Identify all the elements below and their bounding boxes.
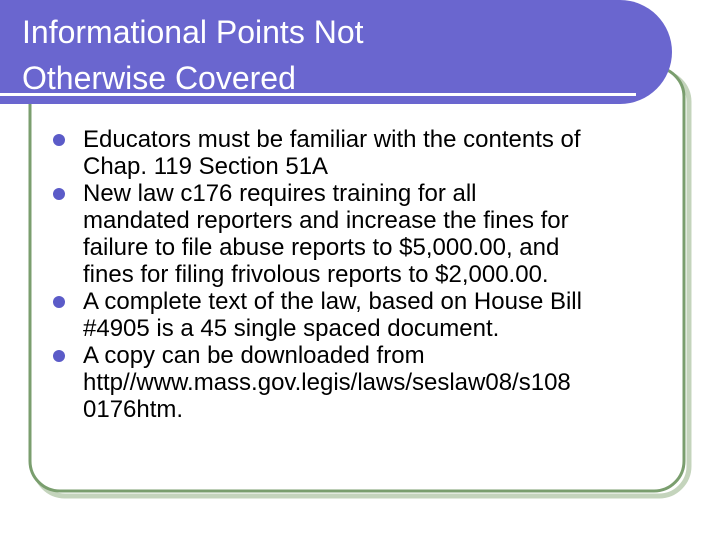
bullet-item [53,288,683,342]
bullet-icon [53,134,65,146]
bullet-text-line: Educators must be familiar with the contents of [83,126,581,153]
bullet-text-line: Chap. 119 Section 51A [83,153,329,180]
bullet-icon [53,188,65,200]
bullet-icon [53,296,65,308]
bullet-text-line: A complete text of the law, based on House Bill [83,288,582,315]
bullet-text-line: failure to file abuse reports to $5,000.00, and [83,234,560,261]
bullet-icon [53,350,65,362]
bullet-text-line: A copy can be downloaded from [83,342,425,369]
slide-title-line-2: Otherwise Covered [22,60,296,96]
bullet-text-line: fines for filing frivolous reports to $2,000.00. [83,261,549,288]
bullet-text-line: #4905 is a 45 single spaced document. [83,315,500,342]
bullet-text-line: New law c176 requires training for all [83,180,477,207]
bullet-text-line: http//www.mass.gov.legis/laws/seslaw08/s108 [83,369,571,396]
bullet-text-line: 0176htm. [83,396,184,423]
bullet-text-line: mandated reporters and increase the fines for [83,207,569,234]
slide-title-line-1: Informational Points Not [22,14,364,50]
bullet-item [53,126,683,180]
bullet-item [53,180,683,288]
bullet-list [53,126,683,423]
bullet-item [53,342,683,423]
